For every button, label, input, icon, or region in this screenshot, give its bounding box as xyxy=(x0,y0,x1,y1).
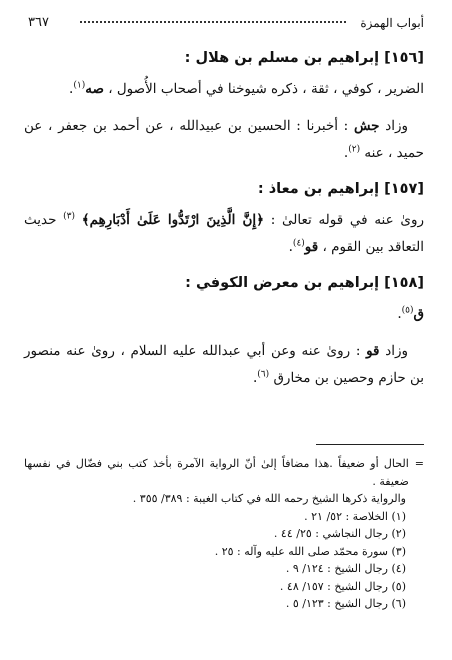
entry-text: : روىٰ عنه وعن أبي عبدالله عليه السلام ، روىٰ عنه منصور بن حازم وحصين بن مخارق xyxy=(24,343,424,386)
footnote-ref: (٣) xyxy=(63,211,76,222)
footnote-5: (٥) رجال الشيخ : ١٥٧/ ٤٨ . xyxy=(279,579,406,593)
entry-text: : أخبرنا : الحسين بن عبيدالله ، عن أحمد بن جعفر ، عن حميد ، عنه xyxy=(24,118,424,161)
entry-heading: [١٥٨] إبراهيم بن معرض الكوفي : xyxy=(185,275,424,291)
footnote-ref: (٤) xyxy=(292,238,305,249)
page-number: ٣٦٧ xyxy=(28,15,49,30)
source-code: ق xyxy=(413,306,424,322)
entry-text: الضرير ، كوفي ، ثقة ، ذكره شيوخنا في أصحاب الأُصول ، xyxy=(108,81,424,97)
entry-body xyxy=(24,207,424,261)
footnote-4: (٤) رجال الشيخ : ١٢٤/ ٩ . xyxy=(285,562,406,575)
entry-156-addition xyxy=(24,113,424,167)
continuation-mark: = xyxy=(414,457,424,470)
entry-156 xyxy=(24,46,424,103)
footnote-ref: (٢) xyxy=(348,144,361,155)
chapter-title: أبواب الهمزة xyxy=(360,16,424,30)
header-dot-leader xyxy=(80,21,346,23)
sentence-end: . xyxy=(343,145,349,161)
footnote-ref: (٥) xyxy=(401,305,414,316)
footnote-1: (١) الخلاصة : ٥٢/ ٢١ . xyxy=(304,509,406,523)
footnote-6: (٦) رجال الشيخ : ١٢٣/ ٥ . xyxy=(285,597,406,610)
sentence-end: . xyxy=(397,306,402,322)
footnote-continuation xyxy=(24,455,424,490)
entry-heading: [١٥٦] إبراهيم بن مسلم بن هلال : xyxy=(184,50,424,66)
source-code: قو xyxy=(304,239,319,255)
source-code: قو xyxy=(366,343,380,359)
entry-text: روىٰ عنه في قوله تعالىٰ : xyxy=(270,212,424,228)
main-text xyxy=(24,46,424,392)
source-code: صه xyxy=(85,81,104,97)
entry-158-addition xyxy=(24,338,424,392)
continuation-text-2: والرواية ذكرها الشيخ رحمه الله في كتاب الغيبة : ٣٨٩/ ٣٥٥ . xyxy=(132,492,406,505)
footnote-ref: (١) xyxy=(73,80,86,91)
entry-158 xyxy=(24,271,424,328)
entry-157 xyxy=(24,177,424,261)
sentence-end: . xyxy=(288,239,293,255)
entry-body xyxy=(24,113,424,167)
footnotes xyxy=(24,444,424,613)
entry-heading: [١٥٧] إبراهيم بن معاذ : xyxy=(257,181,424,197)
footnote-separator xyxy=(316,444,424,445)
entry-body xyxy=(24,338,424,392)
sentence-end: . xyxy=(252,370,258,386)
continuation-text: الحال أو ضعيفاً .هذا مضافاً إلىٰ أنّ الرواية الآمرة بأخذ كتب بني فضّال في نفسها ضعيفة . xyxy=(24,457,409,488)
entry-body xyxy=(24,76,424,103)
sentence-end: . xyxy=(69,81,74,97)
entry-body xyxy=(24,301,424,328)
addition-lead: وزاد xyxy=(385,343,408,359)
entry-text-cont: حديث التعاقد بين القوم ، xyxy=(24,212,424,255)
source-code: جش xyxy=(353,118,380,134)
running-header xyxy=(28,12,424,34)
footnote-ref: (٦) xyxy=(257,369,270,380)
addition-lead: وزاد xyxy=(385,118,408,134)
footnote-2: (٢) رجال النجاشي : ٢٥/ ٤٤ . xyxy=(273,527,406,540)
footnote-3: (٣) سورة محمّد صلى الله عليه وآله : ٢٥ . xyxy=(214,544,406,558)
quran-verse: ﴿إِنَّ الَّذِينَ ارْتَدُّوا عَلَىٰ أَدْبَارِهِم﴾ xyxy=(81,212,265,228)
